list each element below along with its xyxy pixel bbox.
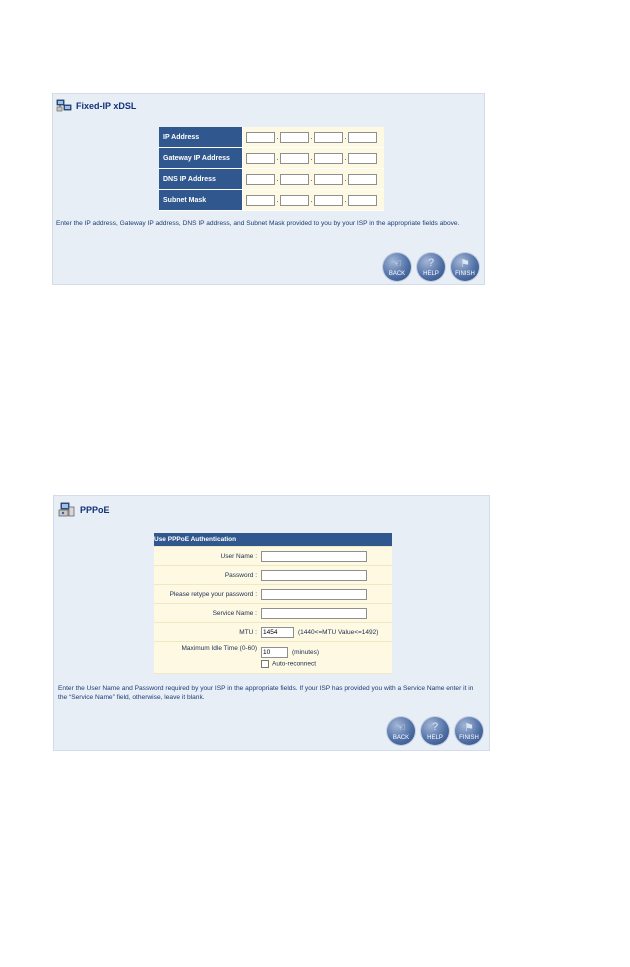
network-computer-icon (56, 99, 72, 113)
finish-button[interactable]: ⚑ FINISH (451, 253, 479, 281)
ip-octet-3-input[interactable] (314, 132, 343, 143)
fixed-ip-title-bar (56, 99, 136, 113)
idle-time-label: Maximum Idle Time (0-60) (154, 642, 259, 674)
fixed-ip-title: Fixed-IP xDSL (76, 101, 137, 111)
ip-octet-1-input[interactable] (246, 132, 275, 143)
gateway-octet-3-input[interactable] (314, 153, 343, 164)
mtu-label: MTU : (154, 623, 259, 642)
pppoe-nav-buttons (387, 717, 483, 745)
finish-button[interactable]: ⚑ FINISH (455, 717, 483, 745)
gateway-ip-row (159, 148, 384, 169)
auto-reconnect-checkbox[interactable] (261, 660, 269, 668)
back-button[interactable]: ☜ BACK (383, 253, 411, 281)
dns-ip-label: DNS IP Address (159, 169, 243, 190)
subnet-octet-2-input[interactable] (280, 195, 309, 206)
ip-settings-table (159, 127, 384, 211)
gateway-octet-2-input[interactable] (280, 153, 309, 164)
user-name-row (154, 547, 392, 566)
retype-password-row (154, 585, 392, 604)
question-icon: ? (427, 257, 435, 269)
ip-octet-2-input[interactable] (280, 132, 309, 143)
subnet-octet-3-input[interactable] (314, 195, 343, 206)
dns-octet-3-input[interactable] (314, 174, 343, 185)
user-name-label: User Name : (154, 547, 259, 566)
ip-address-fields: . . . (243, 127, 385, 148)
fixed-ip-panel (52, 93, 485, 285)
password-input[interactable] (261, 570, 367, 581)
service-name-input[interactable] (261, 608, 367, 619)
auto-reconnect-label: Auto-reconnect (272, 660, 317, 668)
gateway-octet-1-input[interactable] (246, 153, 275, 164)
dns-octet-4-input[interactable] (348, 174, 377, 185)
idle-time-row (154, 642, 392, 674)
subnet-mask-row (159, 190, 384, 211)
finish-flag-icon: ⚑ (464, 722, 474, 734)
pppoe-settings-table (154, 533, 392, 674)
subnet-mask-fields: . . . (243, 190, 385, 211)
network-computer-icon (58, 502, 76, 518)
pppoe-description: Enter the User Name and Password required by your ISP in the appropriate fields. If your ISP has provided you with a Service Name enter it in the “Service Name” field, otherwise, leave it blank. (58, 685, 474, 701)
service-name-row (154, 604, 392, 623)
help-button[interactable]: ? HELP (417, 253, 445, 281)
back-button[interactable]: ☜ BACK (387, 717, 415, 745)
hand-icon: ☜ (392, 258, 402, 270)
retype-password-input[interactable] (261, 589, 367, 600)
mtu-row (154, 623, 392, 642)
retype-password-label: Please retype your password : (154, 585, 259, 604)
fixed-ip-description: Enter the IP address, Gateway IP address, DNS IP address, and Subnet Mask provided to you by your ISP in the appropriate fields above. (56, 220, 460, 227)
gateway-octet-4-input[interactable] (348, 153, 377, 164)
ip-address-label: IP Address (159, 127, 243, 148)
fixed-ip-nav-buttons (383, 253, 479, 281)
password-row (154, 566, 392, 585)
service-name-label: Service Name : (154, 604, 259, 623)
idle-time-input[interactable]: 10 (261, 647, 288, 658)
pppoe-panel (53, 495, 490, 751)
gateway-ip-label: Gateway IP Address (159, 148, 243, 169)
pppoe-title: PPPoE (80, 505, 110, 515)
subnet-octet-1-input[interactable] (246, 195, 275, 206)
password-label: Password : (154, 566, 259, 585)
hand-icon: ☜ (396, 722, 406, 734)
help-button[interactable]: ? HELP (421, 717, 449, 745)
idle-time-unit: (minutes) (291, 649, 320, 656)
dns-octet-2-input[interactable] (280, 174, 309, 185)
question-icon: ? (431, 721, 439, 733)
finish-flag-icon: ⚑ (460, 258, 470, 270)
ip-octet-4-input[interactable] (348, 132, 377, 143)
pppoe-section-header: Use PPPoE Authentication (154, 533, 392, 547)
ip-address-row (159, 127, 384, 148)
mtu-range-hint: (1440<=MTU Value<=1492) (297, 628, 379, 636)
gateway-ip-fields: . . . (243, 148, 385, 169)
subnet-octet-4-input[interactable] (348, 195, 377, 206)
dns-ip-fields: . . . (243, 169, 385, 190)
pppoe-title-bar (58, 502, 110, 518)
dns-ip-row (159, 169, 384, 190)
subnet-mask-label: Subnet Mask (159, 190, 243, 211)
user-name-input[interactable] (261, 551, 367, 562)
dns-octet-1-input[interactable] (246, 174, 275, 185)
mtu-input[interactable]: 1454 (261, 627, 294, 638)
